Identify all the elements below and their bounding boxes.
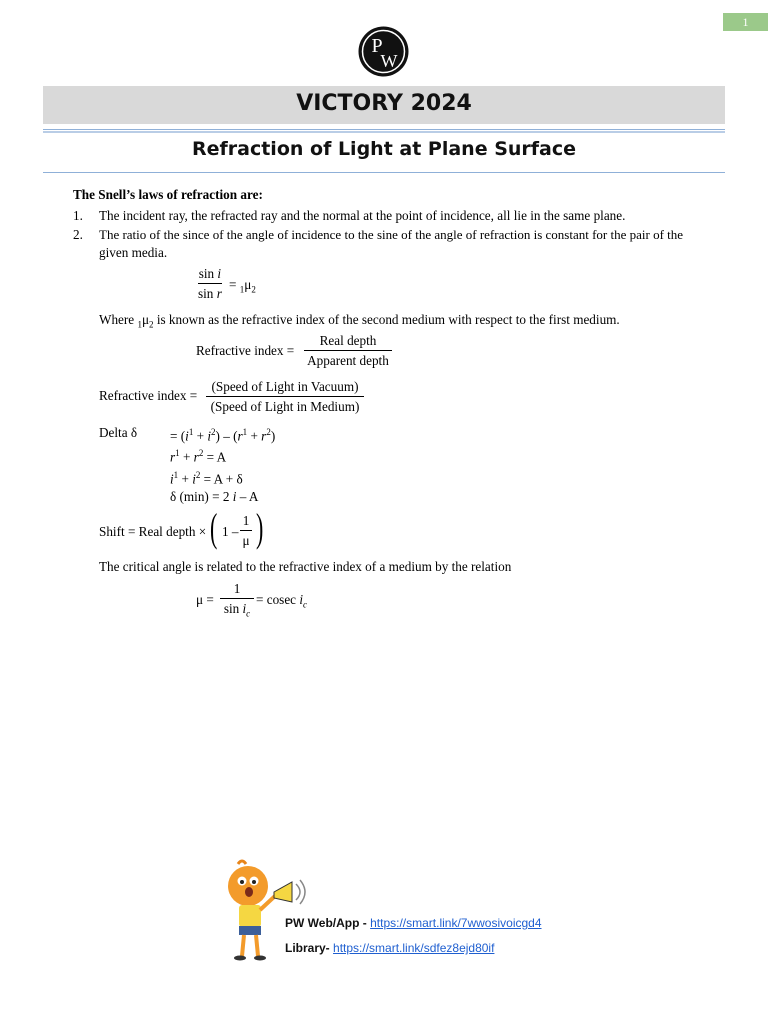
snell-rhs: = $_1\mu_2$ bbox=[229, 277, 256, 295]
intro-heading: The Snell’s laws of refraction are: bbox=[73, 187, 263, 202]
library-label: Library- bbox=[285, 941, 334, 955]
cosec-rhs: = cosec $i_c$ bbox=[256, 592, 307, 610]
web-app-link[interactable]: https://smart.link/7wwosivoicgd4 bbox=[370, 916, 542, 930]
critical-angle-text: The critical angle is related to the refractive index of a medium by the relation bbox=[99, 559, 512, 574]
mu-label: μ = bbox=[196, 592, 214, 607]
shift-fraction: 1 μ bbox=[240, 512, 252, 549]
delta-eq-2: $r^1 + r^2 = A$ bbox=[170, 448, 227, 465]
library-line bbox=[285, 941, 494, 955]
shift-one: 1 – bbox=[222, 524, 239, 539]
page-number: 1 bbox=[723, 13, 768, 31]
divider bbox=[43, 129, 725, 130]
delta-label: Delta δ bbox=[99, 425, 138, 440]
refractive-index-speed-label: Refractive index = bbox=[99, 388, 198, 403]
divider bbox=[43, 131, 725, 133]
divider bbox=[43, 172, 725, 173]
law2-text-line1: The ratio of the since of the angle of incidence to the sine of the angle of refraction is constant for the pair of the bbox=[99, 227, 684, 242]
pw-logo bbox=[357, 25, 410, 78]
shift-label: Shift = Real depth × bbox=[99, 524, 207, 539]
delta-eq-4: δ (min) = 2 i – A bbox=[170, 489, 259, 504]
speed-ratio: (Speed of Light in Vacuum) (Speed of Light in Medium) bbox=[206, 378, 364, 415]
right-paren: ) bbox=[255, 505, 264, 550]
page-title: VICTORY 2024 bbox=[43, 86, 725, 124]
svg-text:W: W bbox=[380, 51, 398, 71]
svg-text:P: P bbox=[371, 35, 383, 57]
snell-formula: sin i sin r bbox=[198, 266, 222, 301]
refractive-index-label: Refractive index = bbox=[196, 343, 295, 358]
where-line: Where $_1\mu_2$ is known as the refractive index of the second medium with respect to the first medium. bbox=[99, 312, 620, 330]
depth-ratio: Real depth Apparent depth bbox=[304, 332, 392, 369]
law1-text: The incident ray, the refracted ray and the normal at the point of incidence, all lie in the same plane. bbox=[99, 208, 626, 223]
delta-eq-3: $i^1 + i^2 = A + \delta$ bbox=[170, 470, 243, 487]
left-paren: ( bbox=[209, 505, 218, 550]
web-app-label: PW Web/App - bbox=[285, 916, 371, 930]
law2-number: 2. bbox=[73, 227, 83, 242]
law1-number: 1. bbox=[73, 208, 83, 223]
web-app-line bbox=[285, 916, 542, 930]
law2-text-line2: given media. bbox=[99, 245, 168, 260]
section-title: Refraction of Light at Plane Surface bbox=[191, 138, 577, 160]
critical-fraction: 1 $\sin i_c$ bbox=[220, 580, 254, 623]
library-link[interactable]: https://smart.link/sdfez8ejd80if bbox=[333, 941, 495, 955]
delta-eq-1: = $(i^1 + i^2) - (r^1 + r^2)$ bbox=[170, 427, 276, 444]
